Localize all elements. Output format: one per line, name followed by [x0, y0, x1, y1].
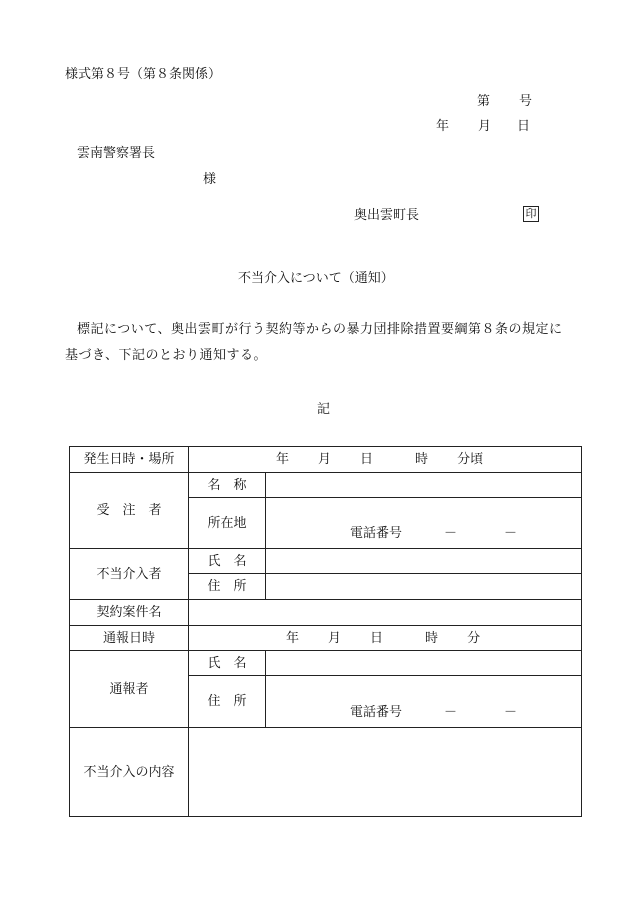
contractor-label: 受 注 者: [70, 473, 189, 549]
number-go: 号: [519, 94, 533, 109]
intervener-name-field[interactable]: [266, 549, 582, 574]
rep-month: 月: [328, 630, 342, 646]
body-line-2: 基づき、下記のとおり通知する。: [65, 348, 267, 363]
reporter-address-field[interactable]: [266, 676, 582, 728]
rep-hour: 時: [425, 630, 439, 646]
date-day: 日: [517, 119, 531, 134]
date-month: 月: [478, 119, 492, 134]
reporter-address-label: 住 所: [189, 676, 266, 728]
case-field[interactable]: [189, 600, 582, 626]
reporter-phone: [266, 706, 581, 719]
content-label: 不当介入の内容: [70, 728, 189, 817]
notification-form-table: [69, 446, 582, 817]
form-label: 様式第８号（第８条関係）: [65, 67, 222, 82]
occurrence-label: 発生日時・場所: [70, 447, 189, 473]
case-row: [70, 600, 582, 626]
intervener-name-row: [70, 549, 582, 574]
contractor-address-field[interactable]: [266, 498, 582, 549]
intervener-address-field[interactable]: [266, 574, 582, 600]
phone-dash: －: [444, 705, 458, 720]
document-date: [436, 120, 530, 133]
occ-minute: 分頃: [457, 452, 484, 467]
contractor-name-row: [70, 473, 582, 498]
body-line-1: 標記について、奥出雲町が行う契約等からの暴力団排除措置要綱第８条の規定に: [77, 322, 563, 337]
content-row: [70, 728, 582, 817]
reporter-name-label: 氏 名: [189, 651, 266, 676]
seal-stamp: 印: [523, 206, 539, 222]
addressee: 雲南警察署長: [77, 146, 156, 161]
phone-dash: －: [444, 526, 458, 541]
occ-year: 年: [276, 452, 290, 467]
phone-label: 電話番号: [350, 526, 403, 541]
contractor-name-label: 名 称: [189, 473, 266, 498]
document-title: 不当介入について（通知）: [238, 271, 394, 286]
content-field[interactable]: [189, 728, 582, 817]
sender: 奥出雲町長: [354, 208, 420, 223]
report-time-label: 通報日時: [70, 626, 189, 651]
rep-year: 年: [286, 630, 300, 646]
occ-hour: 時: [415, 452, 429, 467]
report-datetime-field[interactable]: [189, 626, 582, 651]
occurrence-row: [70, 447, 582, 473]
occurrence-datetime-field[interactable]: [189, 447, 582, 473]
report-time-row: [70, 626, 582, 651]
ki-label: 記: [317, 402, 331, 417]
reporter-label: 通報者: [70, 651, 189, 728]
case-label: 契約案件名: [70, 600, 189, 626]
contractor-name-field[interactable]: [266, 473, 582, 498]
contractor-phone: [266, 527, 581, 540]
number-dai: 第: [477, 94, 491, 109]
phone-dash: －: [504, 526, 518, 541]
rep-minute: 分: [467, 630, 481, 646]
reporter-name-field[interactable]: [266, 651, 582, 676]
occ-month: 月: [318, 452, 332, 467]
honorific-sama: 様: [203, 172, 217, 187]
phone-label: 電話番号: [350, 705, 403, 720]
date-year: 年: [436, 119, 450, 134]
document-number: [477, 95, 532, 108]
rep-day: 日: [370, 630, 384, 646]
contractor-address-label: 所在地: [189, 498, 266, 549]
reporter-name-row: [70, 651, 582, 676]
intervener-name-label: 氏 名: [189, 549, 266, 574]
phone-dash: －: [504, 705, 518, 720]
intervener-address-label: 住 所: [189, 574, 266, 600]
occ-day: 日: [360, 452, 374, 467]
intervener-label: 不当介入者: [70, 549, 189, 600]
